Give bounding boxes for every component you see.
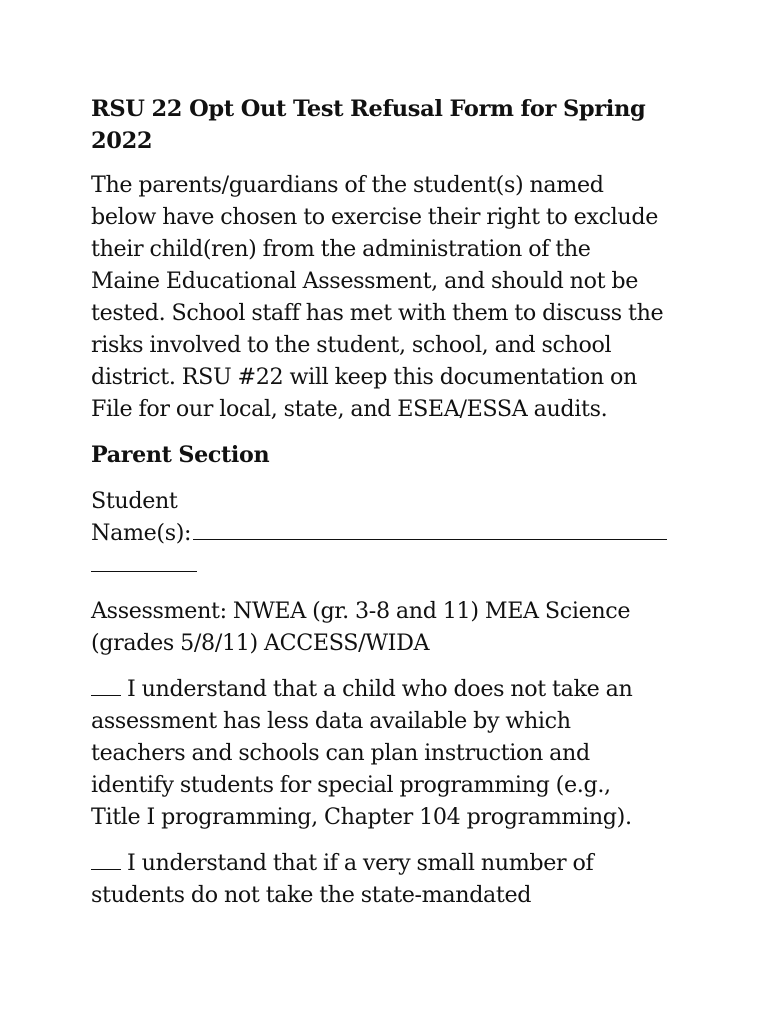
acknowledgement-line: assessment has less data available by which (91, 708, 571, 734)
acknowledgement-line: identify students for special programming (e.g., (91, 772, 611, 798)
assessment-paragraph (91, 595, 691, 659)
intro-line: district. RSU #22 will keep this documentation on (91, 364, 637, 390)
acknowledgement-1 (91, 673, 691, 833)
intro-line: The parents/guardians of the student(s) named (91, 172, 604, 198)
acknowledgement-line: I understand that a child who does not take an (127, 676, 633, 702)
assessment-line: (grades 5/8/11) ACCESS/WIDA (91, 630, 430, 656)
assessment-line: Assessment: NWEA (gr. 3-8 and 11) MEA Science (91, 598, 631, 624)
student-names-blank-continued[interactable] (91, 549, 197, 572)
acknowledgement-2-initial-blank[interactable] (91, 847, 121, 870)
form-title (91, 93, 691, 157)
intro-line: File for our local, state, and ESEA/ESSA audits. (91, 396, 608, 422)
intro-line: tested. School staff has met with them to discuss the (91, 300, 664, 326)
document-page (91, 93, 691, 925)
form-title-line-1: RSU 22 Opt Out Test Refusal Form for Spring (91, 96, 646, 122)
acknowledgement-2 (91, 847, 691, 911)
acknowledgement-1-initial-blank[interactable] (91, 673, 121, 696)
student-names-blank[interactable] (193, 517, 667, 540)
acknowledgement-line: Title I programming, Chapter 104 programming). (91, 804, 632, 830)
acknowledgement-line: teachers and schools can plan instruction and (91, 740, 590, 766)
acknowledgement-line: students do not take the state-mandated (91, 882, 532, 908)
acknowledgement-line: I understand that if a very small number of (127, 850, 594, 876)
student-names-field (91, 485, 691, 581)
acknowledgement-1-row (91, 673, 691, 705)
intro-line: risks involved to the student, school, and school (91, 332, 612, 358)
intro-paragraph (91, 169, 691, 425)
parent-section-heading: Parent Section (91, 442, 270, 468)
acknowledgement-2-row (91, 847, 691, 879)
student-label-line-1: Student (91, 488, 178, 514)
intro-line: below have chosen to exercise their right to exclude (91, 204, 658, 230)
student-label-row (91, 517, 691, 549)
intro-line: their child(ren) from the administration of the (91, 236, 591, 262)
student-label-line-2: Name(s): (91, 520, 192, 546)
form-title-line-2: 2022 (91, 128, 153, 154)
student-names-continuation (91, 549, 691, 581)
intro-line: Maine Educational Assessment, and should not be (91, 268, 639, 294)
